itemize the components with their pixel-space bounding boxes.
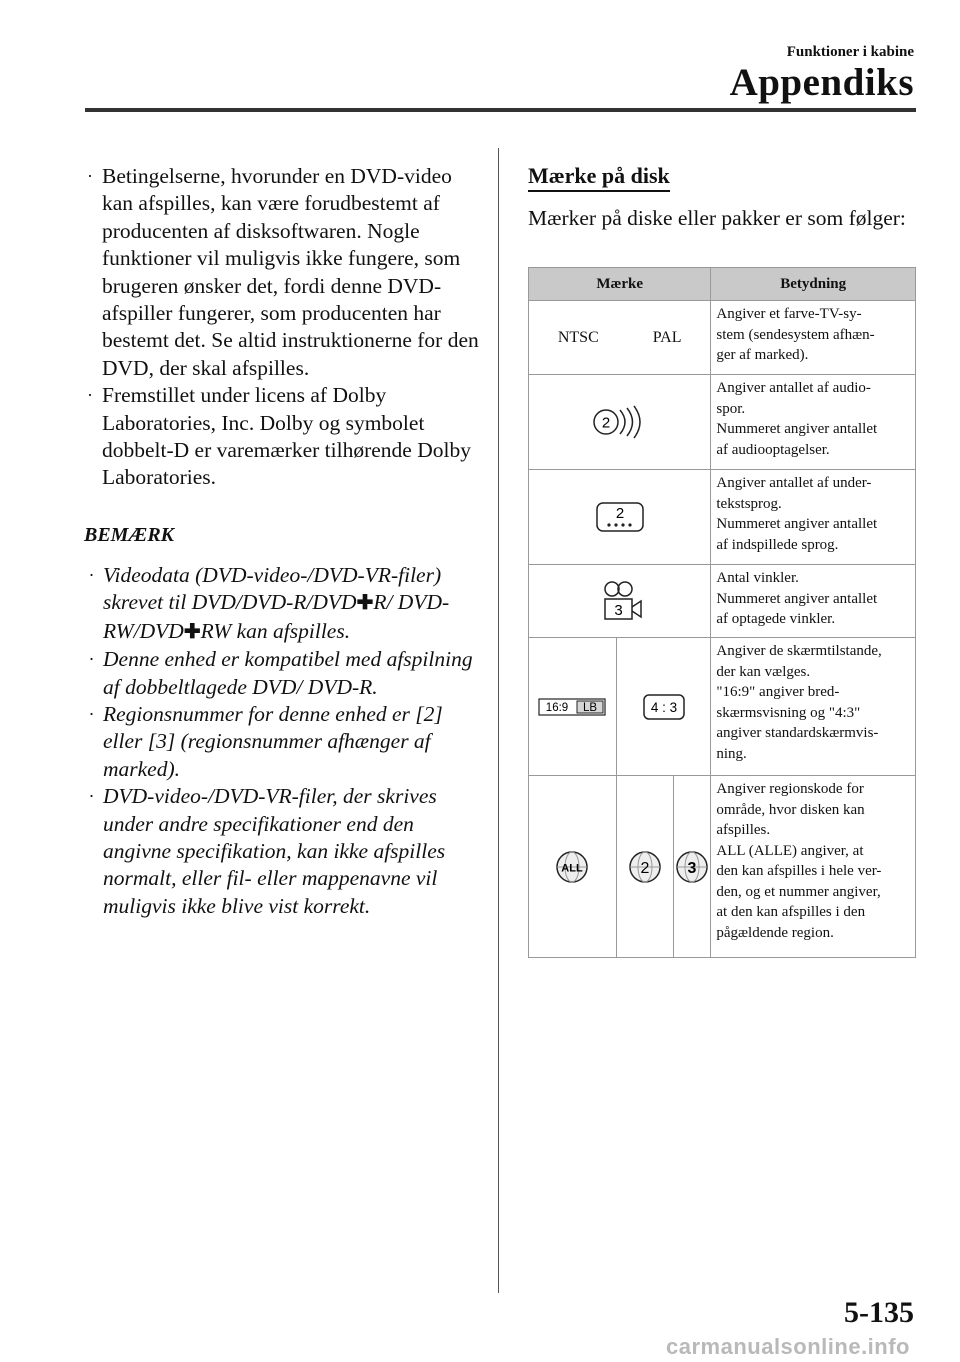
meaning-line: Angiver regionskode for bbox=[716, 781, 864, 797]
page-title: Appendiks bbox=[729, 61, 914, 104]
note-item bbox=[84, 783, 482, 920]
region-2-label: 2 bbox=[640, 859, 650, 877]
header-meaning: Betydning bbox=[711, 268, 916, 301]
audio-tracks-icon bbox=[590, 402, 650, 442]
mark-cell bbox=[616, 776, 673, 958]
watermark-link[interactable]: carmanualsonline.info bbox=[666, 1334, 910, 1359]
header-mark: Mærke bbox=[529, 268, 711, 301]
plus-symbol: ✚ bbox=[183, 620, 201, 643]
mark-cell bbox=[529, 470, 711, 565]
letterbox-label: LB bbox=[583, 701, 598, 714]
meaning-cell bbox=[711, 301, 916, 375]
note-item bbox=[84, 562, 482, 646]
note-text: R/ DVD-RW/DVD bbox=[103, 590, 450, 643]
mark-cell bbox=[674, 776, 711, 958]
meaning-line: Nummeret angiver antallet bbox=[716, 516, 878, 532]
meaning-line: ning. bbox=[716, 745, 747, 762]
table-row bbox=[529, 776, 916, 958]
meaning-line: der kan vælges. bbox=[716, 663, 811, 680]
region-3-globe-icon bbox=[675, 850, 709, 884]
region-3-label: 3 bbox=[687, 859, 697, 877]
mark-cell bbox=[529, 776, 617, 958]
audio-tracks-number: 2 bbox=[601, 414, 610, 432]
page-number: 5-135 bbox=[844, 1296, 914, 1329]
left-column bbox=[84, 163, 482, 920]
meaning-line: afspilles. bbox=[716, 822, 771, 838]
plus-symbol: ✚ bbox=[356, 592, 374, 615]
bullet-dot: · bbox=[89, 786, 94, 807]
meaning-line: tekstsprog. bbox=[716, 495, 782, 512]
meaning-line: ger af marked). bbox=[716, 347, 809, 363]
column-divider bbox=[498, 148, 499, 1293]
mark-cell bbox=[529, 375, 711, 470]
meaning-cell bbox=[711, 565, 916, 638]
table-row bbox=[529, 301, 916, 375]
note-text: Regionsnummer for denne enhed er [2] eller [3] (regionsnummer afhænger af marked). bbox=[103, 701, 443, 781]
meaning-cell bbox=[711, 470, 916, 565]
note-text: Denne enhed er kompatibel med afspilning af dobbeltlagede DVD/ DVD-R. bbox=[103, 647, 473, 699]
meaning-line: Nummeret angiver antallet bbox=[716, 421, 878, 437]
aspect-43-label: 4 : 3 bbox=[650, 699, 677, 715]
bullet-dot: · bbox=[87, 166, 93, 186]
intro-text: Mærker på diske eller pakker er som følger: bbox=[528, 206, 906, 230]
bullet-dot: · bbox=[89, 703, 94, 724]
ntsc-mark: NTSC bbox=[557, 328, 599, 346]
widescreen-label: 16:9 bbox=[546, 701, 569, 714]
mark-cell bbox=[616, 638, 710, 776]
bullet-dot: · bbox=[89, 649, 94, 670]
meaning-cell bbox=[711, 776, 916, 958]
info-bullets bbox=[84, 163, 482, 492]
meaning-line: skærmsvisning og "4:3" bbox=[716, 704, 861, 721]
meaning-line: af optagede vinkler. bbox=[716, 611, 836, 627]
meaning-line: Nummeret angiver antallet bbox=[716, 590, 878, 607]
mark-cell bbox=[529, 565, 711, 638]
widescreen-169-lb-icon bbox=[538, 697, 606, 717]
note-list bbox=[84, 562, 482, 920]
meaning-line: spor. bbox=[716, 400, 746, 417]
pal-mark: PAL bbox=[652, 328, 682, 346]
table-header-row bbox=[529, 268, 916, 301]
note-item bbox=[84, 646, 482, 701]
disc-marks-table bbox=[528, 267, 916, 958]
region-2-globe-icon bbox=[628, 850, 662, 884]
meaning-line: ALL (ALLE) angiver, at bbox=[716, 842, 864, 859]
table-row bbox=[529, 638, 916, 776]
meaning-cell bbox=[711, 638, 916, 776]
meaning-line: Angiver antallet af audio- bbox=[716, 380, 871, 396]
note-title: BEMÆRK bbox=[84, 523, 175, 546]
camera-angle-icon bbox=[592, 578, 648, 624]
section-title: Mærke på disk bbox=[528, 163, 670, 192]
meaning-line: at den kan afspilles i den bbox=[716, 904, 866, 920]
subtitle-number: 2 bbox=[615, 505, 624, 522]
bullet-item bbox=[84, 163, 482, 382]
note-item bbox=[84, 701, 482, 783]
mark-cell bbox=[529, 638, 617, 776]
meaning-cell bbox=[711, 375, 916, 470]
meaning-line: Angiver et farve-TV-sy- bbox=[716, 306, 862, 322]
subtitle-icon bbox=[594, 499, 646, 535]
section-header: Funktioner i kabine bbox=[786, 44, 914, 60]
meaning-line: Angiver antallet af under- bbox=[716, 475, 872, 491]
bullet-text: Fremstillet under licens af Dolby Laboratories, Inc. Dolby og symbolet dobbelt-D er varemærker tilhørende Dolby Laboratories. bbox=[102, 383, 471, 490]
meaning-line: stem (sendesystem afhæn- bbox=[716, 326, 875, 343]
meaning-line: den, og et nummer angiver, bbox=[716, 883, 881, 900]
note-text: RW kan afspilles. bbox=[200, 618, 351, 643]
header-rule bbox=[85, 108, 916, 112]
bullet-dot: · bbox=[89, 564, 94, 585]
region-all-label: ALL bbox=[561, 862, 584, 874]
meaning-line: Angiver de skærmtilstande, bbox=[716, 643, 882, 659]
note-text: DVD-video-/DVD-VR-filer, der skrives under andre specifikationer end den angivne specifikation, kan ikke afspilles normalt, eller fil- eller mappenavne vil muligvis ikke blive vist korrekt. bbox=[103, 784, 446, 918]
meaning-line: "16:9" angiver bred- bbox=[716, 684, 840, 700]
meaning-line: af indspillede sprog. bbox=[716, 536, 839, 553]
aspect-43-icon bbox=[642, 693, 686, 721]
meaning-line: af audiooptagelser. bbox=[716, 441, 830, 458]
meaning-line: område, hvor disken kan bbox=[716, 801, 865, 818]
camera-angle-number: 3 bbox=[614, 602, 623, 619]
meaning-line: Antal vinkler. bbox=[716, 570, 799, 586]
meaning-line: pågældende region. bbox=[716, 924, 834, 941]
right-column bbox=[528, 163, 916, 232]
meaning-line: angiver standardskærmvis- bbox=[716, 725, 879, 741]
table-row bbox=[529, 375, 916, 470]
region-all-globe-icon bbox=[555, 850, 589, 884]
table-row bbox=[529, 470, 916, 565]
bullet-dot: · bbox=[87, 385, 93, 406]
note-text: Videodata (DVD-video-/DVD-VR-filer) skrevet til DVD/DVD-R/DVD bbox=[103, 562, 442, 615]
bullet-item bbox=[84, 382, 482, 492]
meaning-line: den kan afspilles i hele ver- bbox=[716, 863, 882, 879]
mark-cell bbox=[529, 301, 711, 375]
bullet-text: Betingelserne, hvorunder en DVD-video kan afspilles, kan være forudbestemt af producenten af disksoftwaren. Nogle funktioner vil muligvis ikke fungere, som brugeren ønsker det, fordi denne DVD-afspiller fungerer, som producenten har bestemt det. Se altid instruktionerne for den DVD, der skal afspilles. bbox=[102, 164, 479, 380]
table-row bbox=[529, 565, 916, 638]
